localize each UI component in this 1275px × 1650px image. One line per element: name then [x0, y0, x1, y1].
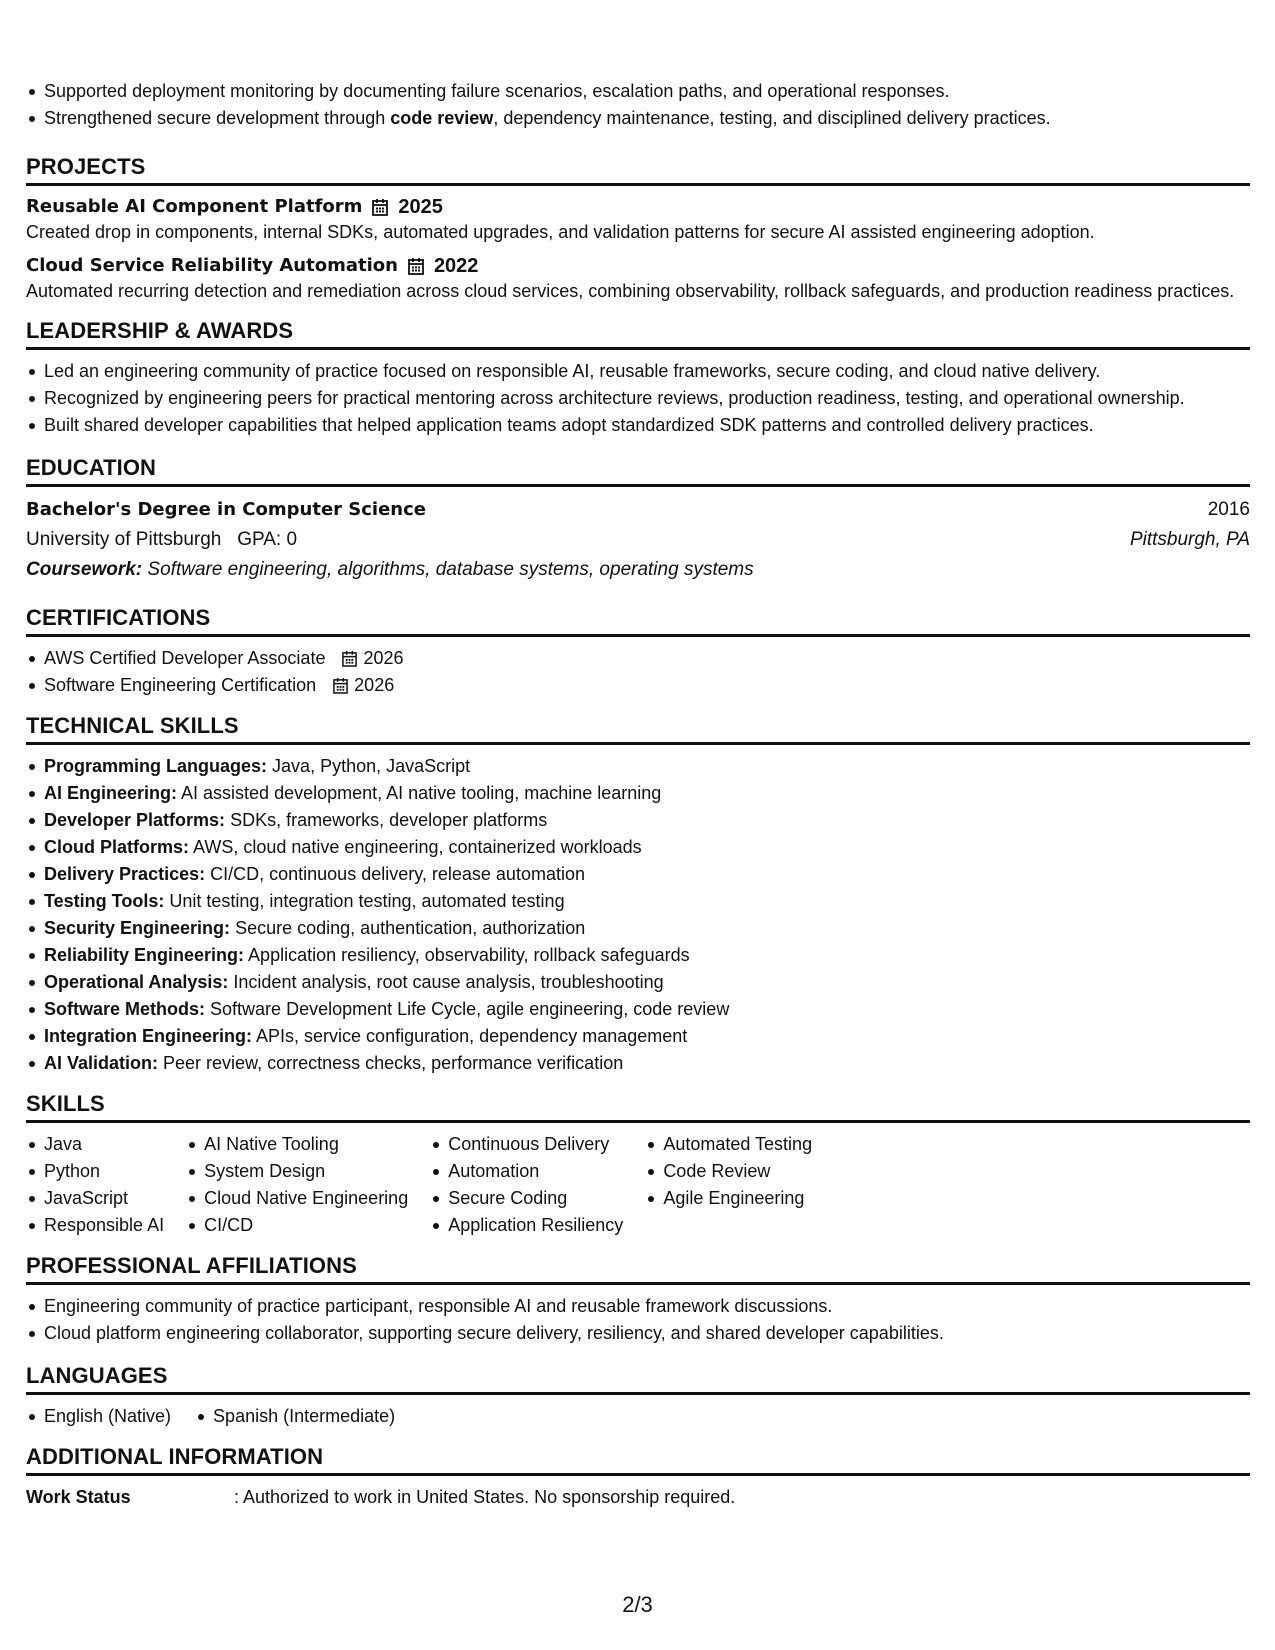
list-item — [26, 942, 1250, 969]
skill-category: Delivery Practices: — [44, 864, 206, 884]
bullet-bold-text: code review — [390, 108, 494, 128]
list-item — [26, 861, 1250, 888]
list-item — [26, 645, 1250, 672]
degree-name: Bachelor's Degree in Computer Science — [26, 499, 426, 520]
list-item: Agile Engineering — [645, 1185, 812, 1212]
list-item — [26, 807, 1250, 834]
section-title: EDUCATION — [26, 455, 1250, 487]
skill-category: AI Validation: — [44, 1053, 159, 1073]
list-item: JavaScript — [26, 1185, 164, 1212]
skill-category: AI Engineering: — [44, 783, 178, 803]
university-name: University of Pittsburgh — [26, 529, 222, 550]
education-degree-row — [26, 495, 1250, 525]
education-school-row — [26, 525, 1250, 555]
calendar-icon — [342, 650, 357, 667]
affiliations-section — [26, 1253, 1250, 1347]
skills-section — [26, 1091, 1250, 1239]
certifications-list — [26, 645, 1250, 699]
bullet-text: Supported deployment monitoring by documenting failure scenarios, escalation paths, and operational responses. — [44, 81, 950, 101]
skill-values: Unit testing, integration testing, automated testing — [169, 891, 565, 911]
list-item — [26, 1050, 1250, 1077]
skill-category: Reliability Engineering: — [44, 945, 245, 965]
skill-values: Java, Python, JavaScript — [272, 756, 471, 776]
list-item: System Design — [186, 1158, 408, 1185]
skill-values: SDKs, frameworks, developer platforms — [230, 810, 548, 830]
languages-list — [26, 1403, 1250, 1430]
list-item: Secure Coding — [430, 1185, 623, 1212]
list-item — [26, 969, 1250, 996]
list-item: CI/CD — [186, 1212, 408, 1239]
skill-values: Application resiliency, observability, rollback safeguards — [248, 945, 690, 965]
bullet-text: Strengthened secure development through — [44, 108, 391, 128]
technical-skills-section — [26, 713, 1250, 1077]
list-item — [26, 753, 1250, 780]
list-item — [26, 888, 1250, 915]
cert-name: Software Engineering Certification — [44, 675, 317, 695]
list-item: Responsible AI — [26, 1212, 164, 1239]
project-title — [26, 253, 1250, 279]
project-year: 2025 — [398, 196, 443, 218]
list-item — [26, 915, 1250, 942]
graduation-year: 2016 — [1207, 499, 1250, 520]
skill-values: Peer review, correctness checks, performance verification — [163, 1053, 624, 1073]
list-item: Automated Testing — [645, 1131, 812, 1158]
skills-column — [430, 1131, 623, 1239]
section-title: LEADERSHIP & AWARDS — [26, 318, 1250, 350]
info-label: Work Status — [26, 1487, 131, 1507]
list-item: Spanish (Intermediate) — [195, 1403, 395, 1430]
list-item: Continuous Delivery — [430, 1131, 623, 1158]
calendar-icon — [333, 677, 348, 694]
experience-continued-list — [26, 78, 1250, 132]
bullet-text: , dependency maintenance, testing, and disciplined delivery practices. — [493, 108, 1051, 128]
section-title: LANGUAGES — [26, 1363, 1250, 1395]
list-item: Recognized by engineering peers for practical mentoring across architecture reviews, production readiness, testing, and operational ownership. — [26, 385, 1250, 412]
school-info — [26, 525, 297, 555]
list-item: Cloud platform engineering collaborator, supporting secure delivery, resiliency, and shared developer capabilities. — [26, 1320, 1250, 1347]
project-year: 2022 — [433, 255, 479, 277]
list-item — [26, 105, 1250, 132]
skill-category: Programming Languages: — [44, 756, 268, 776]
skill-category: Software Methods: — [44, 999, 206, 1019]
list-item — [26, 780, 1250, 807]
list-item: Python — [26, 1158, 164, 1185]
calendar-icon — [408, 257, 424, 275]
skill-values: AWS, cloud native engineering, containerized workloads — [193, 837, 642, 857]
list-item: Cloud Native Engineering — [186, 1185, 408, 1212]
list-item: Application Resiliency — [430, 1212, 623, 1239]
section-title: PROFESSIONAL AFFILIATIONS — [26, 1253, 1250, 1285]
skill-category: Developer Platforms: — [44, 810, 226, 830]
skill-values: Software Development Life Cycle, agile engineering, code review — [210, 999, 730, 1019]
skill-values: Secure coding, authentication, authorization — [235, 918, 586, 938]
technical-skills-list — [26, 753, 1250, 1077]
skills-column — [645, 1131, 812, 1239]
list-item: English (Native) — [26, 1403, 171, 1430]
education-section — [26, 455, 1250, 585]
section-title: CERTIFICATIONS — [26, 605, 1250, 637]
skill-category: Testing Tools: — [44, 891, 165, 911]
cert-name: AWS Certified Developer Associate — [44, 648, 326, 668]
project-description: Created drop in components, internal SDKs, automated upgrades, and validation patterns for secure AI assisted engineering adoption. — [26, 222, 1095, 242]
skill-values: APIs, service configuration, dependency management — [256, 1026, 688, 1046]
languages-section — [26, 1363, 1250, 1430]
list-item — [26, 672, 1250, 699]
project-name: Reusable AI Component Platform — [26, 196, 363, 217]
coursework-label: Coursework: — [26, 559, 143, 580]
leadership-section — [26, 318, 1250, 439]
list-item: Code Review — [645, 1158, 812, 1185]
school-location: Pittsburgh, PA — [1129, 529, 1250, 550]
section-title: SKILLS — [26, 1091, 1250, 1123]
list-item: Led an engineering community of practice focused on responsible AI, reusable frameworks, secure coding, and cloud native delivery. — [26, 358, 1250, 385]
skills-column — [186, 1131, 408, 1239]
certifications-section — [26, 605, 1250, 699]
gpa: GPA: 0 — [237, 529, 298, 550]
list-item: Engineering community of practice participant, responsible AI and reusable framework discussions. — [26, 1293, 1250, 1320]
list-item: Automation — [430, 1158, 623, 1185]
affiliations-list — [26, 1293, 1250, 1347]
skills-grid — [26, 1131, 1250, 1239]
project-name: Cloud Service Reliability Automation — [26, 255, 398, 276]
page-number: 2/3 — [622, 1592, 653, 1617]
project-description: Automated recurring detection and remediation across cloud services, combining observability, rollback safeguards, and production readiness practices. — [26, 281, 1235, 301]
info-value: : Authorized to work in United States. No sponsorship required. — [234, 1487, 736, 1507]
projects-section — [26, 154, 1250, 304]
section-title: PROJECTS — [26, 154, 1250, 186]
additional-info-section — [26, 1444, 1250, 1510]
skills-column — [26, 1131, 164, 1239]
coursework — [26, 555, 1250, 585]
list-item: Built shared developer capabilities that helped application teams adopt standardized SDK patterns and controlled delivery practices. — [26, 412, 1250, 439]
list-item — [26, 78, 1250, 105]
skill-category: Security Engineering: — [44, 918, 231, 938]
skill-values: AI assisted development, AI native tooling, machine learning — [181, 783, 662, 803]
cert-year: 2026 — [354, 675, 395, 695]
list-item: AI Native Tooling — [186, 1131, 408, 1158]
calendar-icon — [372, 198, 388, 216]
skill-category: Operational Analysis: — [44, 972, 229, 992]
skill-category: Integration Engineering: — [44, 1026, 253, 1046]
info-row — [26, 1484, 1250, 1510]
section-title: TECHNICAL SKILLS — [26, 713, 1250, 745]
leadership-list — [26, 358, 1250, 439]
list-item — [26, 834, 1250, 861]
section-title: ADDITIONAL INFORMATION — [26, 1444, 1250, 1476]
list-item: Java — [26, 1131, 164, 1158]
coursework-text: Software engineering, algorithms, database systems, operating systems — [147, 559, 754, 580]
list-item — [26, 996, 1250, 1023]
skill-category: Cloud Platforms: — [44, 837, 190, 857]
skill-values: Incident analysis, root cause analysis, troubleshooting — [233, 972, 664, 992]
list-item — [26, 1023, 1250, 1050]
project-title — [26, 194, 1250, 220]
skill-values: CI/CD, continuous delivery, release automation — [210, 864, 585, 884]
cert-year: 2026 — [363, 648, 404, 668]
